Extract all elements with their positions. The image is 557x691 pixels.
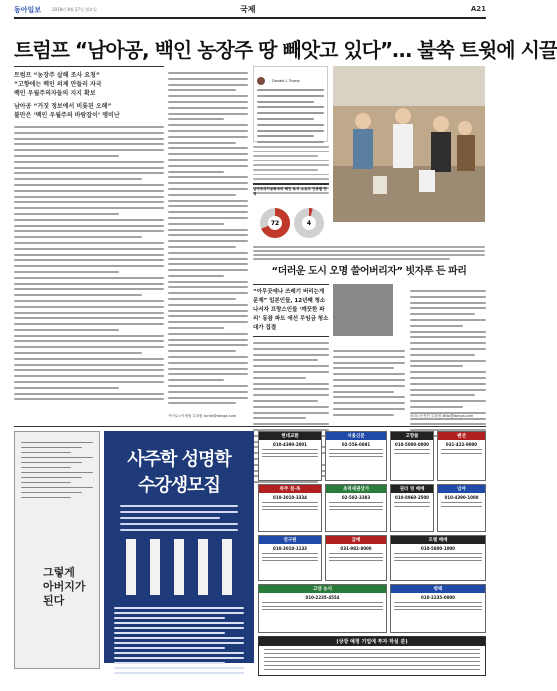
text-line <box>257 95 324 97</box>
text-line <box>333 373 405 375</box>
text-line <box>21 442 93 443</box>
text-line <box>168 286 248 288</box>
text-line <box>168 200 248 202</box>
text-line <box>168 84 248 86</box>
text-line <box>168 362 248 364</box>
text-line <box>14 369 164 371</box>
text-line <box>253 155 318 157</box>
text-line <box>333 362 405 364</box>
classified-ad: 급매 031-982-8000 <box>325 535 387 581</box>
issue-date: 2018년 8월 27일 월요일 <box>52 7 97 12</box>
text-line <box>14 149 164 151</box>
text-line <box>168 368 248 370</box>
text-line <box>14 283 164 285</box>
text-line <box>253 348 329 350</box>
text-line <box>168 379 224 381</box>
text-line <box>253 164 329 166</box>
classified-ad: 파주 점·목 010-3010-3334 <box>258 484 322 532</box>
text-line <box>253 342 329 344</box>
ad-headline-1: 사주학 성명학 <box>127 449 231 470</box>
text-line <box>168 281 248 283</box>
text-line <box>253 160 329 162</box>
text-line <box>14 294 142 296</box>
text-line <box>333 350 405 352</box>
text-line <box>168 402 236 404</box>
text-line <box>168 78 248 80</box>
decorative-pillar <box>150 539 160 595</box>
subhead-line: 남아공 “거짓 정보에서 비롯된 오해” <box>14 103 112 110</box>
text-line <box>168 350 236 352</box>
article-subheads <box>14 66 164 120</box>
text-line <box>257 118 314 120</box>
text-line <box>168 327 224 329</box>
text-line <box>14 340 164 342</box>
text-line <box>14 277 164 279</box>
text-line <box>253 365 329 367</box>
text-line <box>410 290 486 292</box>
text-line <box>253 354 329 356</box>
text-line <box>14 323 164 325</box>
text-line <box>168 356 248 358</box>
text-line <box>14 213 119 215</box>
newspaper-logo: 동아일보 <box>14 6 42 14</box>
text-line <box>168 269 248 271</box>
text-line <box>168 304 248 306</box>
text-line <box>21 457 93 458</box>
inset-photo <box>333 284 393 336</box>
text-line <box>114 632 225 634</box>
news-photo-paris-cleanup <box>333 66 485 222</box>
text-line <box>168 315 248 317</box>
text-line <box>21 477 82 478</box>
masthead <box>14 3 486 19</box>
investment-advertisement <box>258 636 486 676</box>
text-line <box>168 240 248 242</box>
text-line <box>253 169 318 171</box>
chart-value-right: 4 <box>306 220 312 227</box>
article-body-text <box>333 350 405 416</box>
text-line <box>14 393 164 395</box>
decorative-pillar <box>198 539 208 595</box>
text-line <box>410 336 486 338</box>
text-line <box>168 147 248 149</box>
chart-value-left: 72 <box>270 220 280 227</box>
text-line <box>253 371 329 373</box>
text-line <box>14 364 164 366</box>
text-line <box>21 472 93 473</box>
text-line <box>14 161 164 163</box>
text-line <box>410 400 486 402</box>
text-line <box>14 288 164 290</box>
text-line <box>333 408 405 410</box>
text-line <box>21 462 82 463</box>
text-line <box>253 388 329 390</box>
ads-divider <box>14 426 486 427</box>
text-line <box>333 396 405 398</box>
text-line <box>14 236 142 238</box>
text-line <box>14 184 164 186</box>
text-line <box>410 348 486 350</box>
decorative-pillar <box>174 539 184 595</box>
text-line <box>120 511 238 513</box>
classified-ad: 연구원 010-3010-1133 <box>258 535 322 581</box>
donut-charts <box>253 197 329 243</box>
text-line <box>114 617 225 619</box>
text-line <box>333 379 405 381</box>
text-line <box>14 155 119 157</box>
text-line <box>333 391 394 393</box>
decorative-pillar <box>126 539 136 595</box>
text-line <box>14 167 164 169</box>
text-line <box>114 607 244 609</box>
text-line <box>410 394 475 396</box>
classified-ad: 고향물 010-5800-0000 <box>390 431 434 481</box>
text-line <box>14 207 164 209</box>
text-line <box>253 417 306 419</box>
text-line <box>14 300 164 302</box>
text-line <box>168 292 248 294</box>
main-article-column-2 <box>168 66 248 408</box>
text-line <box>114 672 244 674</box>
text-line <box>333 356 405 358</box>
text-line <box>253 412 329 414</box>
text-line <box>21 447 82 448</box>
text-line <box>168 385 248 387</box>
text-line <box>114 612 244 614</box>
page-number: A21 <box>470 5 486 13</box>
text-line <box>168 391 248 393</box>
text-line <box>114 647 225 649</box>
classified-ad: 초역세권상가 02-582-3383 <box>325 484 387 532</box>
text-line <box>14 248 164 250</box>
text-line <box>168 95 248 97</box>
text-line <box>168 252 248 254</box>
text-line <box>14 352 142 354</box>
text-line <box>114 627 244 629</box>
text-line <box>168 234 248 236</box>
tweet-author: Donald J. Trump <box>272 78 300 83</box>
classified-ad: 펜션 031-422-9000 <box>437 431 486 481</box>
text-line <box>14 172 164 174</box>
text-line <box>253 254 485 256</box>
text-line <box>168 188 248 190</box>
text-line <box>253 178 329 180</box>
text-line <box>168 194 236 196</box>
subhead-line: 백인 우월주의자들의 지지 확보 <box>14 90 96 97</box>
text-line <box>168 344 248 346</box>
text-line <box>410 331 486 333</box>
text-line <box>168 159 248 161</box>
text-line <box>257 101 314 103</box>
classified-ad: 평택 010-2235-0000 <box>390 584 486 633</box>
text-line <box>14 132 164 134</box>
text-line <box>21 497 71 498</box>
text-line <box>14 242 164 244</box>
main-headline: 트럼프 “남아공, 백인 농장주 땅 빼앗고 있다”… 불쑥 트윗에 시끌 <box>14 38 557 62</box>
text-line <box>333 367 394 369</box>
text-line <box>333 402 405 404</box>
decorative-pillar <box>222 539 232 595</box>
text-line <box>14 126 164 128</box>
text-line <box>410 365 463 367</box>
text-line <box>257 106 324 108</box>
text-line <box>14 254 164 256</box>
text-line <box>14 329 119 331</box>
text-line <box>253 423 329 425</box>
byline-second-article: 파리=동정민 특파원 ditto@donga.com <box>410 414 474 418</box>
saju-course-advertisement <box>104 431 254 663</box>
text-line <box>257 89 324 91</box>
text-line <box>14 143 164 145</box>
text-line <box>14 225 164 227</box>
text-line <box>168 165 248 167</box>
text-line <box>114 622 244 624</box>
text-line <box>168 205 248 207</box>
investment-ad-title: (상장 예정 기업에 투자 하실 분) <box>259 637 485 646</box>
byline-first-article: 카이로=이세형 특파원 turtle@donga.com <box>168 414 237 418</box>
text-line <box>14 358 164 360</box>
text-line <box>168 223 224 225</box>
text-line <box>21 487 93 488</box>
text-line <box>410 389 486 391</box>
text-line <box>21 492 82 493</box>
text-line <box>257 130 324 132</box>
subhead-line: “고향에는 백인 의제 만들러 자국 <box>14 81 102 88</box>
ad-body-text <box>120 505 238 535</box>
text-line <box>410 325 463 327</box>
classified-ad: 현대교환 010-4390-2001 <box>258 431 322 481</box>
tweet-screenshot <box>253 66 328 142</box>
text-line <box>410 377 486 379</box>
classified-ad: 고양 농지 010-2235-4554 <box>258 584 387 633</box>
text-line <box>168 72 248 74</box>
text-line <box>168 373 248 375</box>
text-line <box>410 383 486 385</box>
text-line <box>168 298 236 300</box>
text-line <box>168 171 224 173</box>
text-line <box>410 371 486 373</box>
text-line <box>114 637 244 639</box>
text-line <box>14 259 164 261</box>
text-line <box>14 230 164 232</box>
section-title: 국제 <box>240 5 256 14</box>
text-line <box>168 397 248 399</box>
text-line <box>168 211 248 213</box>
text-line <box>14 306 164 308</box>
text-line <box>253 383 329 385</box>
text-line <box>14 387 119 389</box>
text-line <box>14 375 164 377</box>
pull-quote: “아무곳에나 쓰레기 버리는게 문제” 일본인들, 12년째 청소 나서자 프랑스인들 ‘깨끗한 파리’ 동참 파트 에선 무임금 청소대가 집결 <box>253 284 329 337</box>
text-line <box>253 258 450 260</box>
text-line <box>333 414 394 416</box>
text-line <box>168 130 248 132</box>
chart-title: 남아프리카공화국의 백인 토지 소유주 인종별 면적 <box>253 187 327 196</box>
text-line <box>410 342 486 344</box>
text-line <box>120 517 220 519</box>
text-line <box>168 124 248 126</box>
text-line <box>257 135 314 137</box>
text-line <box>253 146 329 148</box>
ad-contact-text <box>114 607 244 677</box>
text-line <box>14 398 164 400</box>
text-line <box>257 141 324 143</box>
land-ownership-chart <box>253 183 329 243</box>
text-line <box>14 219 164 221</box>
text-line <box>410 354 475 356</box>
text-line <box>168 246 236 248</box>
text-line <box>410 319 486 321</box>
text-line <box>168 107 248 109</box>
text-line <box>168 89 236 91</box>
text-line <box>257 124 324 126</box>
text-line <box>14 346 164 348</box>
text-line <box>14 312 164 314</box>
text-line <box>253 151 329 153</box>
text-line <box>253 246 485 248</box>
text-line <box>168 321 248 323</box>
text-line <box>168 339 248 341</box>
text-line <box>14 317 164 319</box>
text-line <box>410 313 475 315</box>
text-line <box>168 153 248 155</box>
photo-caption <box>253 246 485 262</box>
text-line <box>253 174 329 176</box>
article-body-text <box>14 126 164 400</box>
text-line <box>257 112 324 114</box>
text-line <box>14 335 164 337</box>
text-line <box>253 250 485 252</box>
text-line <box>168 310 248 312</box>
text-line <box>14 196 164 198</box>
second-article-column-2 <box>333 344 405 420</box>
text-line <box>168 101 248 103</box>
text-line <box>168 142 236 144</box>
text-line <box>114 657 244 659</box>
text-line <box>120 529 238 531</box>
text-line <box>14 178 142 180</box>
text-line <box>410 406 463 408</box>
text-line <box>14 381 164 383</box>
text-line <box>114 667 244 669</box>
text-line <box>168 333 248 335</box>
book-title: 그렇게 아버지가 된다 <box>43 566 86 607</box>
text-line <box>14 271 119 273</box>
text-line <box>410 360 486 362</box>
subhead-line: 불만은 ‘백인 우월주의 바람잡이’ 맹비난 <box>14 112 120 119</box>
text-line <box>114 652 244 654</box>
text-line <box>168 182 248 184</box>
text-line <box>21 482 71 483</box>
tweet-text <box>257 89 324 143</box>
text-line <box>114 662 225 664</box>
text-line <box>120 505 238 507</box>
classified-ad: 서울신문 02-556-0891 <box>325 431 387 481</box>
classified-ad: 임야 010-4390-1000 <box>437 484 486 532</box>
text-line <box>253 377 306 379</box>
text-line <box>168 136 248 138</box>
text-line <box>253 400 318 402</box>
text-line <box>168 229 248 231</box>
text-line <box>410 302 486 304</box>
text-line <box>114 642 244 644</box>
photo-illustration <box>333 66 485 222</box>
text-line <box>168 113 248 115</box>
book-advertisement <box>14 431 100 669</box>
text-line <box>168 217 248 219</box>
classified-ad: 모텔 매매 010-5800-1000 <box>390 535 486 581</box>
main-article-column-1 <box>14 66 164 404</box>
text-line <box>253 394 329 396</box>
article-body-text <box>168 72 248 404</box>
second-article-headline: “더러운 도시 오명 쓸어버리자” 빗자루 든 파리 <box>271 266 467 277</box>
text-line <box>21 452 71 453</box>
ad-headline-2: 수강생모집 <box>138 475 220 496</box>
text-line <box>410 307 486 309</box>
avatar <box>257 77 265 85</box>
text-line <box>168 258 248 260</box>
text-line <box>21 467 71 468</box>
text-line <box>168 263 248 265</box>
text-line <box>253 359 318 361</box>
classified-ads-grid <box>258 431 486 633</box>
text-line <box>14 190 164 192</box>
text-line <box>168 118 224 120</box>
classified-ad: 권리 영 매매 010-8960-2500 <box>390 484 434 532</box>
text-line <box>120 523 238 525</box>
text-line <box>14 265 164 267</box>
text-line <box>14 201 164 203</box>
text-line <box>253 406 329 408</box>
text-line <box>14 138 164 140</box>
subhead-line: 트럼프 “농장주 살해 조사 요청” <box>14 72 100 79</box>
text-line <box>168 176 248 178</box>
book-ad-text <box>21 442 93 502</box>
text-line <box>410 296 486 298</box>
text-line <box>168 275 224 277</box>
text-line <box>333 385 405 387</box>
